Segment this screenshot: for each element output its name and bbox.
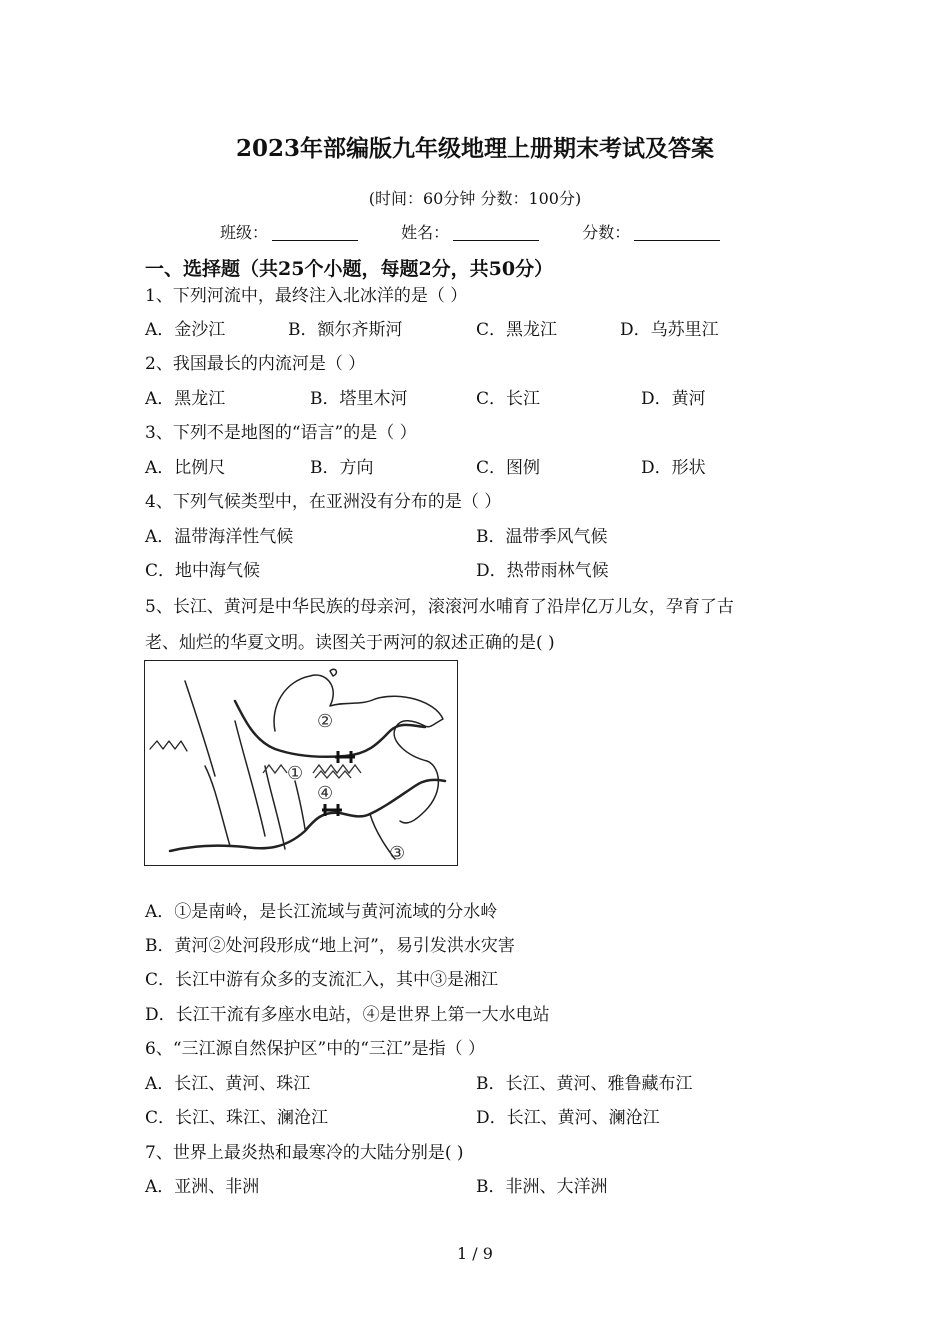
q5-option-d[interactable]: D．长江干流有多座水电站，④是世界上第一大水电站 [145,1005,550,1025]
question-4: 4、下列气候类型中，在亚洲没有分布的是（ ） [145,492,502,512]
q1-option-c[interactable]: C．黑龙江 [476,320,558,340]
exam-info: (时间：60分钟 分数：100分) [368,189,582,208]
river-map-drawing [145,661,456,864]
question-5-line-2: 老、灿烂的华夏文明。读图关于两河的叙述正确的是( ) [145,633,555,653]
class-label: 班级： [220,223,269,242]
name-label: 姓名： [401,223,450,242]
q4-option-d[interactable]: D．热带雨林气候 [476,561,609,581]
page-title: 2023年部编版九年级地理上册期末考试及答案 [235,135,714,162]
student-fields [220,220,758,243]
river-map [144,660,458,866]
q1-option-d[interactable]: D．乌苏里江 [620,320,719,340]
q2-option-a[interactable]: A．黑龙江 [145,389,226,409]
q4-option-a[interactable]: A．温带海洋性气候 [145,527,294,547]
question-5-line-1: 5、长江、黄河是中华民族的母亲河，滚滚河水哺育了沿岸亿万儿女，孕育了古 [145,597,734,617]
q6-option-d[interactable]: D．长江、黄河、澜沧江 [476,1108,660,1128]
q3-option-b[interactable]: B．方向 [310,458,374,478]
q1-option-b[interactable]: B．额尔齐斯河 [288,320,403,340]
q3-option-d[interactable]: D．形状 [641,458,706,478]
q6-option-a[interactable]: A．长江、黄河、珠江 [145,1074,311,1094]
q6-option-b[interactable]: B．长江、黄河、雅鲁藏布江 [476,1074,693,1094]
score-blank[interactable] [634,222,720,241]
question-6: 6、“三江源自然保护区”中的“三江”是指（ ） [145,1039,485,1059]
question-3: 3、下列不是地图的“语言”的是（ ） [145,423,417,443]
q5-option-b[interactable]: B．黄河②处河段形成“地上河”，易引发洪水灾害 [145,936,515,956]
question-7: 7、世界上最炎热和最寒冷的大陆分别是( ) [145,1143,464,1163]
q2-option-b[interactable]: B．塔里木河 [310,389,408,409]
q7-option-a[interactable]: A．亚洲、非洲 [145,1177,260,1197]
q4-option-c[interactable]: C．地中海气候 [145,561,261,581]
q3-option-c[interactable]: C．图例 [476,458,541,478]
class-blank[interactable] [272,222,358,241]
q5-option-c[interactable]: C．长江中游有众多的支流汇入，其中③是湘江 [145,970,499,990]
map-label-4: ④ [317,783,334,804]
name-blank[interactable] [453,222,539,241]
q4-option-b[interactable]: B．温带季风气候 [476,527,608,547]
q2-option-c[interactable]: C．长江 [476,389,541,409]
q6-option-c[interactable]: C．长江、珠江、澜沧江 [145,1108,329,1128]
map-label-2: ② [317,711,334,732]
q7-option-b[interactable]: B．非洲、大洋洲 [476,1177,608,1197]
q2-option-d[interactable]: D．黄河 [641,389,706,409]
q3-option-a[interactable]: A．比例尺 [145,458,226,478]
question-2: 2、我国最长的内流河是（ ） [145,354,366,374]
section-heading: 一、选择题（共25个小题，每题2分，共50分） [145,258,554,280]
map-label-3: ③ [389,843,406,864]
map-label-1: ① [287,763,304,784]
q1-option-a[interactable]: A．金沙江 [145,320,226,340]
q5-option-a[interactable]: A．①是南岭，是长江流域与黄河流域的分水岭 [145,902,498,922]
page-number: 1 / 9 [457,1244,493,1263]
score-label: 分数： [582,223,631,242]
question-1: 1、下列河流中，最终注入北冰洋的是（ ） [145,286,468,306]
